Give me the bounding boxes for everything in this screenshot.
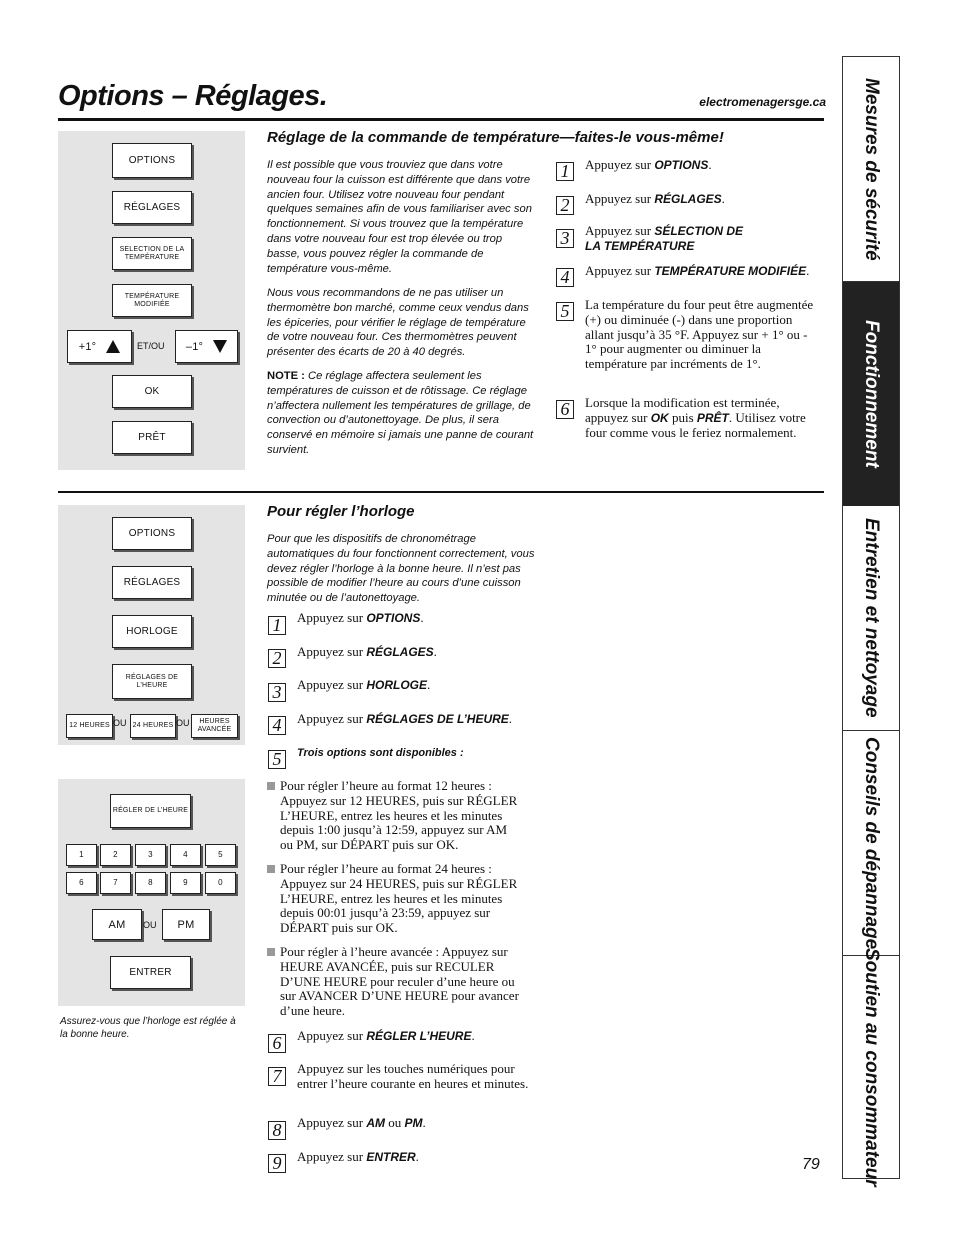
- step-number: 5: [556, 302, 574, 321]
- key-reglages[interactable]: RÉGLAGES: [112, 566, 192, 599]
- step-number: 8: [268, 1121, 286, 1140]
- bullet-icon: [267, 782, 275, 790]
- step-number: 9: [268, 1154, 286, 1173]
- step-number: 2: [556, 196, 574, 215]
- section1-intro1: Il est possible que vous trouviez que dans votre nouveau four la cuisson est différente que dans votre ancien four. Utilisez votre nouveau four pendant quelques semaines afin de vous familiariser avec son fonctionnement. Si vous trouvez que la température dans votre nouveau four est trop élevée ou trop basse, vous pouvez régler la commande de température vous-même.: [267, 159, 532, 275]
- step-text: Appuyez sur OPTIONS.: [297, 610, 424, 625]
- note-text: Ce réglage affectera seulement les températures de cuisson et de rôtissage. Ce réglage n’affectera nullement les températures de grillage, de convection ou d’autonettoyage. De plus, il sera conservé en mémoire si jamais une panne de courant survient.: [267, 370, 534, 456]
- section1-intro2: Nous vous recommandons de ne pas utiliser un thermomètre bon marché, comme ceux vendus dans les épiceries, pour vérifier le réglage de température de votre nouveau four. Ces thermomètres peuvent présenter des écarts de 20 à 40 degrés.: [267, 287, 529, 359]
- numpad-key[interactable]: 9: [170, 872, 201, 894]
- key-plus-one[interactable]: [67, 330, 132, 363]
- step-text: Appuyez sur RÉGLAGES DE L’HEURE.: [297, 711, 513, 726]
- key-12-heures[interactable]: 12 HEURES: [66, 714, 113, 738]
- numpad-key[interactable]: 3: [135, 844, 166, 866]
- clock-caption: Assurez-vous que l’horloge est réglée à la bonne heure.: [60, 1016, 236, 1040]
- step-number: 1: [268, 616, 286, 635]
- step-text: Appuyez sur ENTRER.: [297, 1149, 419, 1164]
- step-number: 5: [268, 750, 286, 769]
- step-number: 6: [268, 1034, 286, 1053]
- ou-label: OU: [143, 920, 157, 930]
- step-text: Appuyez sur SÉLECTION DE LA TEMPÉRATURE: [585, 223, 744, 253]
- key-reglages-heure[interactable]: RÉGLAGES DE L’HEURE: [112, 664, 192, 699]
- page-title: Options – Réglages.: [58, 80, 328, 112]
- key-pret[interactable]: PRÊT: [112, 421, 192, 454]
- bullet-icon: [267, 948, 275, 956]
- bullet-icon: [267, 865, 275, 873]
- key-options[interactable]: OPTIONS: [112, 517, 192, 550]
- tab-soutien-consommateur[interactable]: Soutien au consommateur: [861, 947, 882, 1187]
- key-minus-one[interactable]: [175, 330, 238, 363]
- step-text: Appuyez sur RÉGLAGES.: [585, 191, 725, 206]
- arrow-up-icon: [106, 340, 120, 353]
- section-sidebar: [842, 56, 900, 1187]
- clock-entry-panel: [58, 779, 245, 1006]
- key-heures-avancee[interactable]: HEURES AVANCÉE: [191, 714, 238, 738]
- key-reglages[interactable]: RÉGLAGES: [112, 191, 192, 224]
- numpad-key[interactable]: 7: [100, 872, 131, 894]
- key-horloge[interactable]: HORLOGE: [112, 615, 192, 648]
- tab-fonctionnement[interactable]: Fonctionnement: [843, 282, 899, 506]
- key-regler-heure[interactable]: RÉGLER DE L’HEURE: [110, 794, 191, 828]
- section2-heading: Pour régler l’horloge: [267, 503, 415, 520]
- section1-note: [267, 369, 539, 458]
- key-options[interactable]: OPTIONS: [112, 143, 192, 178]
- tab-mesures-securite[interactable]: Mesures de sécurité: [843, 57, 899, 282]
- option-text: Pour régler l’heure au format 12 heures : Appuyez sur 12 HEURES, puis sur RÉGLER L’HEURE, entrez les heures et les minutes depuis 1:00 jusqu’à 12:59, appuyez sur AM ou PM, sur DÉPART puis sur OK.: [280, 778, 518, 853]
- step-text: Appuyez sur HORLOGE.: [297, 677, 431, 692]
- key-pm[interactable]: PM: [162, 909, 210, 940]
- step-text: Appuyez sur RÉGLER L’HEURE.: [297, 1028, 475, 1043]
- section1-heading: Réglage de la commande de température—faites-le vous-même!: [267, 129, 724, 146]
- key-temperature-modifiee[interactable]: TEMPÉRATURE MODIFIÉE: [112, 284, 192, 317]
- tab-conseils-depannage[interactable]: Conseils de dépannage: [843, 731, 899, 956]
- key-am[interactable]: AM: [92, 909, 142, 940]
- section-divider: [58, 491, 824, 493]
- step-text: Lorsque la modification est terminée, appuyez sur OK puis PRÊT. Utilisez votre four comme vous le feriez normalement.: [585, 395, 806, 440]
- step-text: Appuyez sur les touches numériques pour entrer l’heure courante en heures et minutes.: [297, 1061, 529, 1091]
- temp-keypad-panel: [58, 131, 245, 470]
- plus-label: +1°: [78, 340, 97, 353]
- step-text: Appuyez sur RÉGLAGES.: [297, 644, 437, 659]
- tab-entretien-nettoyage[interactable]: Entretien et nettoyage: [843, 506, 899, 731]
- etou-label: ET/OU: [137, 341, 165, 351]
- step-number: 6: [556, 400, 574, 419]
- numpad-key[interactable]: 5: [205, 844, 236, 866]
- key-ok[interactable]: OK: [112, 375, 192, 408]
- section2-intro: Pour que les dispositifs de chronométrage automatiques du four fonctionnent correctement, vous devez régler l’horloge à la bonne heure. Il n’est pas possible de modifier l’heure au cours d’une cuisson minutée ou de l’autonettoyage.: [267, 533, 535, 605]
- note-label: NOTE :: [267, 370, 305, 382]
- key-selection-temperature[interactable]: SELECTION DE LA TEMPÉRATURE: [112, 237, 192, 270]
- step-number: 3: [556, 229, 574, 248]
- top-rule: [58, 118, 824, 121]
- key-24-heures[interactable]: 24 HEURES: [130, 714, 176, 738]
- numpad-key[interactable]: 1: [66, 844, 97, 866]
- option-text: Pour régler à l’heure avancée : Appuyez sur HEURE AVANCÉE, puis sur RECULER D’UNE HEURE pour reculer d’une heure ou sur AVANCER D’UNE HEURE pour avancer d’une heure.: [280, 944, 519, 1019]
- step-text: Trois options sont disponibles :: [297, 747, 464, 759]
- option-text: Pour régler l’heure au format 24 heures : Appuyez sur 24 HEURES, puis sur RÉGLER L’HEURE, entrez les heures et les minutes depuis 00:01 jusqu’à 23:59, appuyez sur DÉPART puis sur OK.: [280, 861, 518, 936]
- ou-label: OU: [113, 718, 127, 728]
- step-number: 4: [268, 716, 286, 735]
- numpad-key[interactable]: 8: [135, 872, 166, 894]
- step-number: 2: [268, 649, 286, 668]
- numpad-key[interactable]: 0: [205, 872, 236, 894]
- numpad-key[interactable]: 6: [66, 872, 97, 894]
- step-number: 7: [268, 1067, 286, 1086]
- arrow-down-icon: [213, 340, 227, 353]
- step-text: Appuyez sur OPTIONS.: [585, 157, 712, 172]
- minus-label: –1°: [185, 340, 204, 353]
- numpad-key[interactable]: 4: [170, 844, 201, 866]
- clock-keypad-panel: [58, 505, 245, 745]
- website-link[interactable]: electromenagersge.ca: [699, 95, 826, 109]
- step-text: Appuyez sur AM ou PM.: [297, 1115, 426, 1130]
- key-entrer[interactable]: ENTRER: [110, 956, 191, 989]
- step-number: 1: [556, 162, 574, 181]
- step-text: Appuyez sur TEMPÉRATURE MODIFIÉE.: [585, 263, 810, 278]
- page-number: 79: [802, 1156, 820, 1173]
- step-number: 3: [268, 683, 286, 702]
- numpad-key[interactable]: 2: [100, 844, 131, 866]
- step-text: La température du four peut être augmentée (+) ou diminuée (-) dans une proportion allant jusqu’à 35 °F. Appuyez sur + 1° ou - 1° pour augmenter ou diminuer la température par incréments de 1°.: [585, 297, 814, 372]
- step-number: 4: [556, 268, 574, 287]
- ou-label: OU: [176, 718, 190, 728]
